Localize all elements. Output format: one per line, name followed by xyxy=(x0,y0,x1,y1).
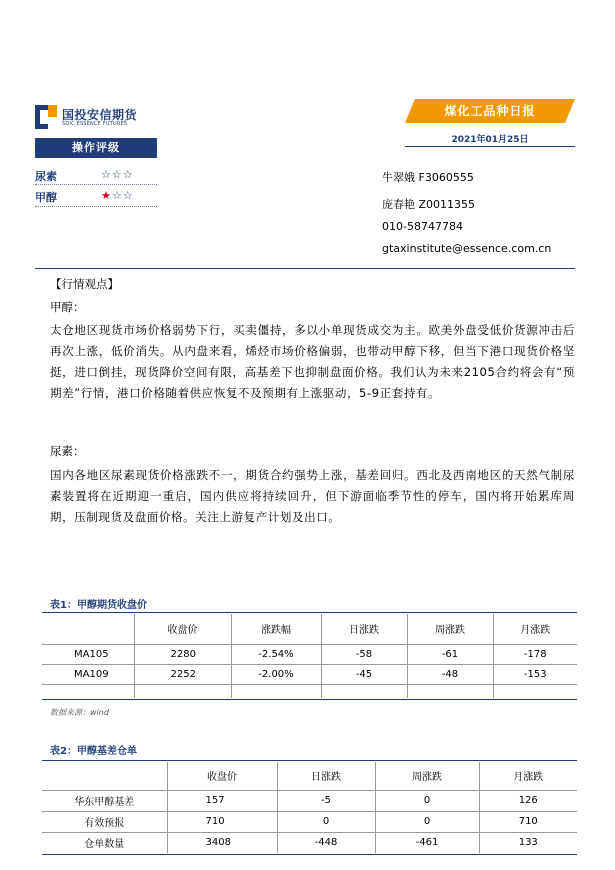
table-cell: 710 xyxy=(479,811,577,832)
table-cell: -61 xyxy=(407,644,493,664)
rating-name: 尿素 xyxy=(35,170,57,183)
rating-divider xyxy=(35,184,157,185)
table2-header-row xyxy=(42,762,577,790)
email-link[interactable]: gtaxinstitute@essence.com.cn xyxy=(382,242,552,255)
table-cell: 有效预报 xyxy=(42,811,167,832)
table-cell: 126 xyxy=(479,790,577,811)
table-cell: 0 xyxy=(277,811,375,832)
table-row xyxy=(42,664,577,684)
table-row xyxy=(42,811,577,832)
table-cell: 2280 xyxy=(134,644,231,664)
methanol-paragraph: 太仓地区现货市场价格弱势下行，买卖僵持，多以小单现货成交为主。欧美外盘受低价货源冲击后再次上涨，低价消失。从内盘来看，烯烃市场价格偏弱，也带动甲醇下移，但当下港口现货价格坚挺，进口倒挂，现货降价空间有限，高基差下也抑制盘面价格。我们认为未来2105合约将会有“预期差”行情，港口价格随着供应恢复不及预期有上涨驱动，5-9正套持有。 xyxy=(50,323,575,400)
table1 xyxy=(42,614,577,698)
table2-title: 表2：甲醇基差仓单 xyxy=(50,746,137,757)
table2-header-cell: 月涨跌 xyxy=(479,762,577,790)
table-cell: -5 xyxy=(277,790,375,811)
urea-title: 尿素： xyxy=(50,444,85,458)
table2-header-cell: 日涨跌 xyxy=(277,762,375,790)
table2-header-cell: 收盘价 xyxy=(167,762,277,790)
star-rating-icon: ★☆☆ xyxy=(101,189,134,202)
table-row-spacer xyxy=(42,684,577,698)
table-cell: 710 xyxy=(167,811,277,832)
table-row xyxy=(42,832,577,853)
table1-header-cell: 月涨跌 xyxy=(493,614,577,644)
table2-top-rule xyxy=(42,760,577,761)
table1-header-cell xyxy=(42,614,134,644)
table-cell: -461 xyxy=(375,832,479,853)
rating-header: 操作评级 xyxy=(35,138,157,158)
star-rating-icon: ☆☆☆ xyxy=(101,168,134,181)
logo-cn-text: 国投安信期货 xyxy=(62,108,138,122)
date-divider xyxy=(405,146,575,147)
table1-top-rule xyxy=(42,612,577,613)
table-cell: MA105 xyxy=(42,644,134,664)
table2-header-cell: 周涨跌 xyxy=(375,762,479,790)
table-cell: 133 xyxy=(518,837,538,849)
report-date: 2021年01月25日 xyxy=(451,135,529,145)
analyst-1: 牛翠娥 F3060555 xyxy=(382,171,474,184)
analyst-2: 庞春艳 Z0011355 xyxy=(382,198,476,211)
table-cell: 157 xyxy=(167,790,277,811)
table-cell: 华东甲醇基差 xyxy=(42,790,167,811)
table2-bottom-rule xyxy=(42,854,577,855)
table-cell: -58 xyxy=(321,644,407,664)
report-title-banner xyxy=(405,99,575,123)
rating-row-methanol xyxy=(35,189,157,207)
table1-header-cell: 周涨跌 xyxy=(407,614,493,644)
rating-name: 甲醇 xyxy=(35,191,57,204)
table-row xyxy=(42,790,577,811)
data-source-note: 数据来源：wind xyxy=(50,708,109,717)
table-cell: MA109 xyxy=(42,664,134,684)
logo-en-text: SDIC ESSENCE FUTURES xyxy=(62,121,128,127)
table1-header-cell: 日涨跌 xyxy=(321,614,407,644)
report-title: 煤化工品种日报 xyxy=(444,104,536,118)
company-logo xyxy=(35,105,145,131)
table1-bottom-rule xyxy=(42,699,577,700)
table-cell: -45 xyxy=(321,664,407,684)
methanol-title: 甲醇： xyxy=(50,300,85,314)
rating-divider xyxy=(35,206,157,207)
table-cell: -178 xyxy=(493,644,577,664)
table-cell: 仓单数量 xyxy=(42,832,167,853)
table-cell: 0 xyxy=(375,790,479,811)
table-cell: -2.00% xyxy=(231,664,321,684)
table-cell: -48 xyxy=(407,664,493,684)
table2-header-cell xyxy=(42,762,167,790)
logo-mark-icon xyxy=(35,105,57,129)
table1-header-row xyxy=(42,614,577,644)
section-title: 【行情观点】 xyxy=(50,277,119,291)
table1-title: 表1：甲醇期货收盘价 xyxy=(50,600,147,611)
table1-header-cell: 收盘价 xyxy=(134,614,231,644)
table-cell: 2252 xyxy=(134,664,231,684)
table-cell: -448 xyxy=(277,832,375,853)
table-cell: 3408 xyxy=(167,832,277,853)
phone-number: 010-58747784 xyxy=(382,220,463,233)
table2 xyxy=(42,762,577,853)
urea-paragraph: 国内各地区尿素现货价格涨跌不一，期货合约强势上涨，基差回归。西北及西南地区的天然气制尿素装置将在近期迎一重启，国内供应将持续回升，但下游面临季节性的停车，国内将开始累库周期，压制现货及盘面价格。关注上游复产计划及出口。 xyxy=(50,468,575,524)
table-row xyxy=(42,644,577,664)
table-cell: 0 xyxy=(375,811,479,832)
table1-header-cell: 涨跌幅 xyxy=(231,614,321,644)
header-divider xyxy=(35,268,575,269)
table-cell: -153 xyxy=(493,664,577,684)
table-cell: -2.54% xyxy=(231,644,321,664)
